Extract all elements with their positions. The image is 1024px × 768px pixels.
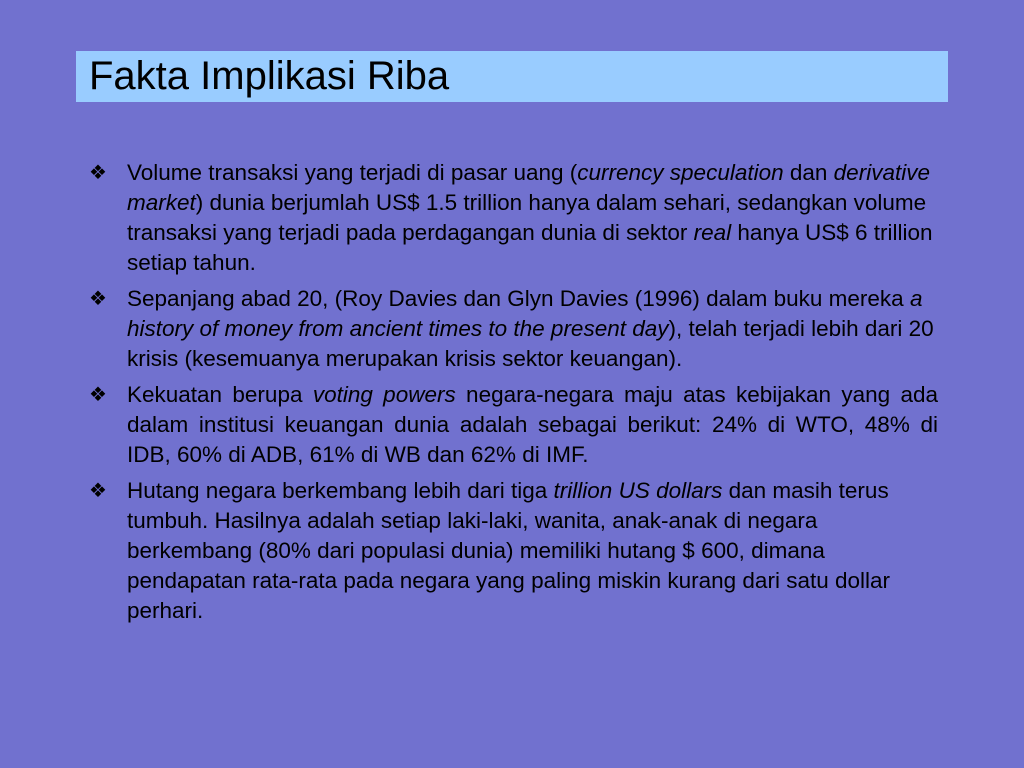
bullet-item bbox=[88, 380, 938, 470]
diamond-bullet-icon: ❖ bbox=[89, 162, 107, 184]
text-segment: ) dunia berjumlah US$ 1.5 trillion hanya dalam sehari, sedangkan volume transaksi yang terjadi pada perdagangan dunia di sektor bbox=[127, 190, 927, 245]
slide-title: Fakta Implikasi Riba bbox=[89, 54, 450, 98]
slide-title-bar bbox=[76, 51, 948, 102]
italic-segment: derivative market bbox=[127, 160, 930, 215]
bullet-item bbox=[88, 284, 938, 374]
diamond-bullet-icon: ❖ bbox=[89, 480, 107, 502]
bullet-text bbox=[127, 284, 938, 374]
text-segment: dan bbox=[783, 160, 834, 185]
text-segment: Volume transaksi yang terjadi di pasar uang ( bbox=[127, 160, 578, 185]
text-segment: negara-negara maju atas kebijakan yang ada dalam institusi keuangan dunia adalah sebagai berikut: 24% di WTO, 48% di IDB, 60% di ADB, 61% di WB dan 62% di IMF. bbox=[127, 382, 939, 467]
italic-segment: real bbox=[693, 220, 732, 245]
text-segment: Hutang negara berkembang lebih dari tiga bbox=[127, 478, 554, 503]
text-segment: ), telah terjadi lebih dari 20 krisis (kesemuanya merupakan krisis sektor keuangan). bbox=[127, 316, 934, 371]
diamond-bullet-icon: ❖ bbox=[89, 288, 107, 310]
text-segment: Sepanjang abad 20, (Roy Davies dan Glyn Davies (1996) dalam buku mereka bbox=[127, 286, 910, 311]
bullet-text bbox=[127, 380, 938, 470]
bullet-item bbox=[88, 476, 938, 626]
italic-segment: trillion US dollars bbox=[553, 478, 723, 503]
italic-segment: currency speculation bbox=[577, 160, 784, 185]
text-segment: dan masih terus tumbuh. Hasilnya adalah setiap laki-laki, wanita, anak-anak di negara berkembang (80% dari populasi dunia) memiliki hutang $ 600, dimana pendapatan rata-rata pada negara yang paling miskin kurang dari satu dollar perhari. bbox=[127, 478, 891, 623]
diamond-bullet-icon: ❖ bbox=[89, 384, 107, 406]
text-segment: hanya US$ 6 trillion setiap tahun. bbox=[127, 220, 933, 275]
bullet-text bbox=[127, 476, 938, 626]
italic-segment: a history of money from ancient times to the present day bbox=[127, 286, 923, 341]
text-segment: Kekuatan berupa bbox=[127, 382, 313, 407]
bullet-item bbox=[88, 158, 938, 278]
bullet-text bbox=[127, 158, 938, 278]
italic-segment: voting powers bbox=[312, 382, 456, 407]
bullet-list bbox=[88, 158, 938, 632]
